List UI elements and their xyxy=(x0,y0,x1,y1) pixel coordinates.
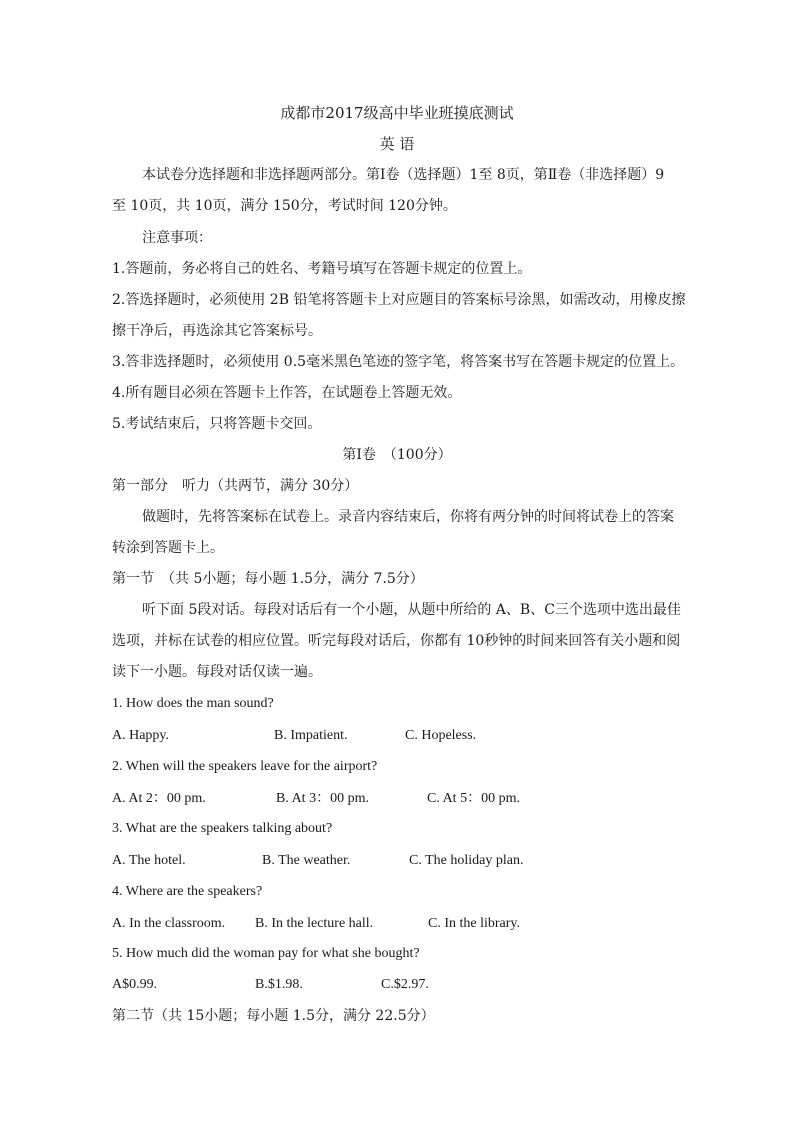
part1-desc-1: 做题时，先将答案标在试卷上。录音内容结束后，你将有两分钟的时间将试卷上的答案 xyxy=(142,509,674,525)
volume-heading: 第Ⅰ卷 （100分） xyxy=(342,447,452,463)
q1-option-a: A. Happy. xyxy=(112,728,170,743)
q1-option-c: C. Hopeless. xyxy=(405,728,477,743)
question-4: 4. Where are the speakers? xyxy=(112,884,263,899)
notice-item: 擦干净后，再选涂其它答案标号。 xyxy=(112,323,322,339)
part1-heading: 第一部分 听力（共两节，满分 30分） xyxy=(112,478,359,494)
q2-option-b: B. At 3：00 pm. xyxy=(276,791,369,806)
q3-option-b: B. The weather. xyxy=(262,853,351,868)
q1-option-b: B. Impatient. xyxy=(274,728,348,743)
notice-item: 5.考试结束后，只将答题卡交回。 xyxy=(112,416,322,432)
q4-option-c: C. In the library. xyxy=(428,916,521,931)
section1-desc-2: 选项，并标在试卷的相应位置。听完每段对话后，你都有 10秒钟的时间来回答有关小题和阅 xyxy=(112,633,681,649)
exam-title: 成都市2017级高中毕业班摸底测试 xyxy=(280,104,514,122)
subject-title: 英 语 xyxy=(379,135,415,153)
section2-heading: 第二节（共 15小题；每小题 1.5分，满分 22.5分） xyxy=(112,1008,435,1024)
q5-option-c: C.$2.97. xyxy=(381,977,429,992)
part1-desc-2: 转涂到答题卡上。 xyxy=(112,540,224,556)
notice-item: 2.答选择题时，必须使用 2B 铅笔将答题卡上对应题目的答案标号涂黑，如需改动，用橡皮擦 xyxy=(112,292,686,308)
intro-line-1: 本试卷分选择题和非选择题两部分。第Ⅰ卷（选择题）1至 8页，第Ⅱ卷（非选择题）9 xyxy=(142,167,665,183)
question-3: 3. What are the speakers talking about? xyxy=(112,821,333,836)
q2-option-c: C. At 5：00 pm. xyxy=(427,791,520,806)
q3-option-c: C. The holiday plan. xyxy=(409,853,524,868)
question-2: 2. When will the speakers leave for the airport? xyxy=(112,759,378,774)
notice-item: 3.答非选择题时，必须使用 0.5毫米黑色笔迹的签字笔，将答案书写在答题卡规定的位置上。 xyxy=(112,354,685,370)
notice-item: 1.答题前，务必将自己的姓名、考籍号填写在答题卡规定的位置上。 xyxy=(112,261,532,277)
section1-desc-3: 读下一小题。每段对话仅读一遍。 xyxy=(112,664,322,680)
notice-item: 4.所有题目必须在答题卡上作答，在试题卷上答题无效。 xyxy=(112,385,462,401)
question-1: 1. How does the man sound? xyxy=(112,696,274,711)
notice-heading: 注意事项： xyxy=(142,230,212,246)
section1-desc-1: 听下面 5段对话。每段对话后有一个小题，从题中所给的 A、B、C三个选项中选出最佳 xyxy=(142,602,681,618)
q4-option-a: A. In the classroom. xyxy=(112,916,226,931)
q3-option-a: A. The hotel. xyxy=(112,853,186,868)
q2-option-a: A. At 2：00 pm. xyxy=(112,791,206,806)
q4-option-b: B. In the lecture hall. xyxy=(255,916,374,931)
question-5: 5. How much did the woman pay for what she bought? xyxy=(112,946,420,961)
q5-option-a: A$0.99. xyxy=(112,977,158,992)
intro-line-2: 至 10页，共 10页，满分 150分，考试时间 120分钟。 xyxy=(112,198,457,214)
section1-heading: 第一节 （共 5小题；每小题 1.5分，满分 7.5分） xyxy=(112,571,424,587)
q5-option-b: B.$1.98. xyxy=(255,977,303,992)
